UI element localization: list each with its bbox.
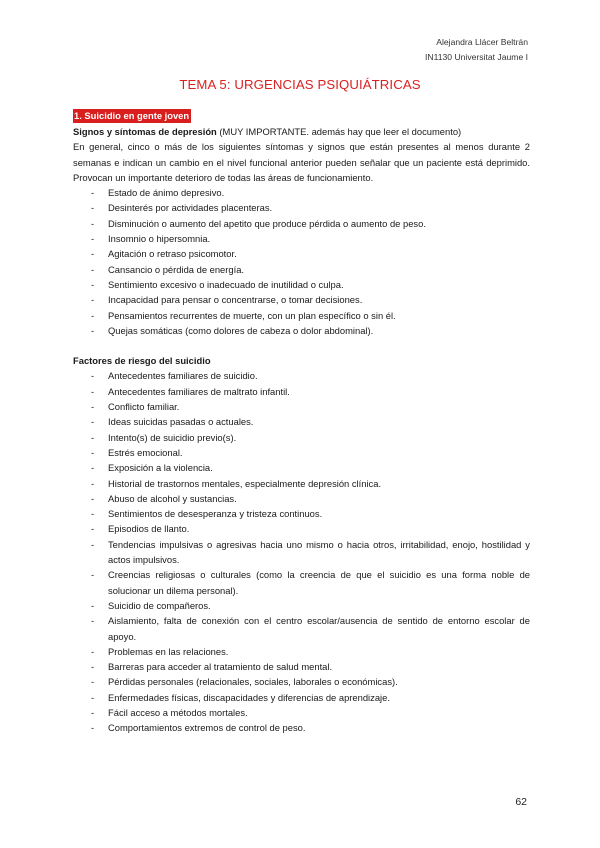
list-item	[73, 506, 530, 521]
dash-bullet: -	[91, 477, 95, 489]
list-item	[73, 414, 530, 429]
dash-bullet: -	[91, 661, 95, 673]
list-item-text: Cansancio o pérdida de energía.	[108, 263, 245, 275]
list-item-text: Agitación o retraso psicomotor.	[108, 248, 237, 260]
list-item	[73, 430, 530, 445]
list-item	[73, 216, 530, 231]
list-item	[73, 231, 530, 246]
header-course: IN1130 Universitat Jaume I	[424, 52, 528, 62]
list-item	[73, 262, 530, 277]
section-heading: 1. Suicidio en gente joven	[74, 110, 190, 121]
dash-bullet: -	[91, 508, 95, 520]
dash-bullet: -	[91, 401, 95, 413]
list-item	[73, 690, 530, 705]
list-item-text: Antecedentes familiares de maltrato infantil.	[108, 385, 290, 397]
dash-bullet: -	[91, 217, 95, 229]
list-item-text: Antecedentes familiares de suicidio.	[108, 370, 258, 382]
list-item	[73, 368, 530, 383]
list-item	[73, 292, 530, 307]
list-item-text: Episodios de llanto.	[108, 523, 190, 535]
list-item	[73, 644, 530, 659]
list-item-text: Sentimiento excesivo o inadecuado de inutilidad o culpa.	[108, 278, 344, 290]
dash-bullet: -	[91, 416, 95, 428]
list-item	[73, 308, 530, 323]
dash-bullet: -	[91, 431, 95, 443]
list-item	[73, 476, 530, 491]
list-item-text: Ideas suicidas pasadas o actuales.	[108, 416, 254, 428]
list-item	[73, 185, 530, 200]
dash-bullet: -	[91, 599, 95, 611]
list-item-text: Historial de trastornos mentales, especialmente depresión clínica.	[108, 477, 382, 489]
dash-bullet: -	[91, 523, 95, 535]
list-item	[73, 384, 530, 399]
list-item	[73, 521, 530, 536]
list-item	[73, 323, 530, 338]
dash-bullet: -	[91, 691, 95, 703]
list-item	[73, 567, 530, 598]
list-item	[73, 598, 530, 613]
list-item-text: Incapacidad para pensar o concentrarse, o tomar decisiones.	[108, 294, 363, 306]
list-item-text: Comportamientos extremos de control de peso.	[108, 722, 306, 734]
list-item-text: Conflicto familiar.	[108, 401, 180, 413]
list-item-text: Desinterés por actividades placenteras.	[108, 202, 273, 214]
document-body	[73, 108, 530, 736]
risk-factors-list	[73, 368, 530, 735]
list-item	[73, 246, 530, 261]
list-item-text: Sentimientos de desesperanza y tristeza continuos.	[108, 508, 323, 520]
list-item	[73, 277, 530, 292]
list-item	[73, 720, 530, 735]
document-title: TEMA 5: URGENCIAS PSIQUIÁTRICAS	[179, 77, 421, 92]
dash-bullet: -	[91, 569, 95, 581]
risk-heading: Factores de riesgo del suicidio	[73, 355, 211, 367]
list-item	[73, 674, 530, 689]
dash-bullet: -	[91, 324, 95, 336]
dash-bullet: -	[91, 706, 95, 718]
dash-bullet: -	[91, 492, 95, 504]
list-item-text: Barreras para acceder al tratamiento de salud mental.	[108, 661, 333, 673]
page-header	[425, 35, 528, 65]
list-item	[73, 537, 530, 568]
dash-bullet: -	[91, 233, 95, 245]
list-item-text: Estrés emocional.	[108, 446, 183, 458]
list-item-text: Pérdidas personales (relacionales, sociales, laborales o económicas).	[108, 676, 398, 688]
dash-bullet: -	[91, 676, 95, 688]
dash-bullet: -	[91, 187, 95, 199]
symptoms-list	[73, 185, 530, 338]
page-number: 62	[515, 796, 527, 808]
dash-bullet: -	[91, 385, 95, 397]
list-item-text: Enfermedades físicas, discapacidades y diferencias de aprendizaje.	[108, 691, 390, 703]
list-item-text: Intento(s) de suicidio previo(s).	[108, 431, 237, 443]
dash-bullet: -	[91, 278, 95, 290]
list-item-text: Problemas en las relaciones.	[108, 645, 229, 657]
dash-bullet: -	[91, 248, 95, 260]
list-item-text: Suicidio de compañeros.	[108, 599, 211, 611]
list-item	[73, 460, 530, 475]
dash-bullet: -	[91, 370, 95, 382]
list-item	[73, 659, 530, 674]
dash-bullet: -	[91, 645, 95, 657]
list-item-text: Exposición a la violencia.	[108, 462, 213, 474]
signs-heading-line	[73, 124, 530, 139]
dash-bullet: -	[91, 446, 95, 458]
list-item-text: Tendencias impulsivas o agresivas hacia uno mismo o hacia otros, irritabilidad, enojo, hostilidad y actos impulsivos.	[108, 538, 530, 566]
dash-bullet: -	[91, 615, 95, 627]
list-item-text: Abuso de alcohol y sustancias.	[108, 492, 237, 504]
list-item-text: Aislamiento, falta de conexión con el centro escolar/ausencia de sentido de entorno escolar de apoyo.	[108, 615, 530, 642]
dash-bullet: -	[91, 294, 95, 306]
list-item	[73, 613, 530, 644]
list-item	[73, 399, 530, 414]
list-item-text: Quejas somáticas (como dolores de cabeza o dolor abdominal).	[108, 324, 374, 336]
intro-paragraph: En general, cinco o más de los siguientes síntomas y signos que están presentes al menos durante 2 semanas e indican un cambio en el nivel funcional anterior pueden señalar que un paciente está deprimido. Provocan un importante deterioro de todas las áreas de funcionamiento.	[73, 141, 530, 183]
header-author: Alejandra Llácer Beltrán	[436, 37, 528, 47]
list-item-text: Insomnio o hipersomnia.	[108, 233, 211, 245]
list-item	[73, 445, 530, 460]
signs-note: (MUY IMPORTANTE. además hay que leer el documento)	[216, 126, 462, 137]
dash-bullet: -	[91, 309, 95, 321]
list-item	[73, 491, 530, 506]
dash-bullet: -	[91, 462, 95, 474]
list-item-text: Estado de ánimo depresivo.	[108, 187, 225, 199]
dash-bullet: -	[91, 722, 95, 734]
list-item	[73, 200, 530, 215]
dash-bullet: -	[91, 263, 95, 275]
list-item-text: Pensamientos recurrentes de muerte, con un plan específico o sin él.	[108, 309, 396, 321]
dash-bullet: -	[91, 538, 95, 550]
dash-bullet: -	[91, 202, 95, 214]
list-item	[73, 705, 530, 720]
list-item-text: Disminución o aumento del apetito que produce pérdida o aumento de peso.	[108, 217, 426, 229]
list-item-text: Fácil acceso a métodos mortales.	[108, 706, 248, 718]
signs-heading: Signos y síntomas de depresión	[73, 126, 217, 137]
list-item-text: Creencias religiosas o culturales (como la creencia de que el suicidio es una forma noble de solucionar un dilema personal).	[108, 569, 530, 596]
